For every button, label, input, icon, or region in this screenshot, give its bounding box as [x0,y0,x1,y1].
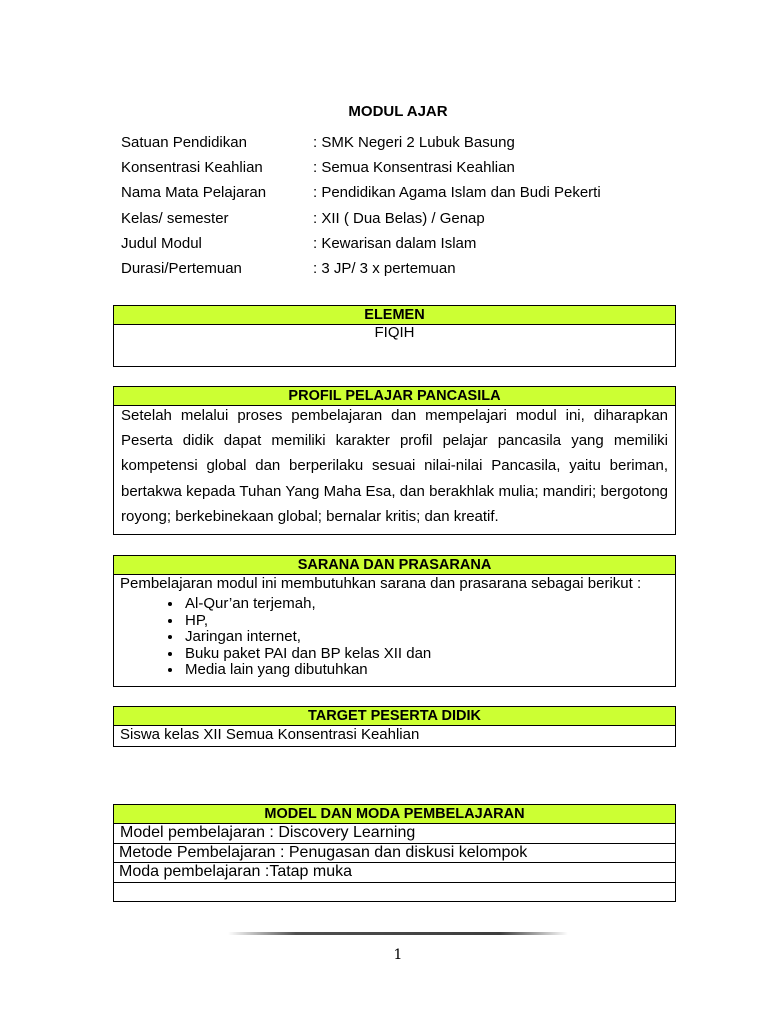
info-value: : Kewarisan dalam Islam [313,234,477,252]
info-label: Konsentrasi Keahlian [121,159,263,177]
elemen-value: FIQIH [374,324,415,341]
table-row: Model pembelajaran : Discovery Learning [114,824,675,844]
info-value: : 3 JP/ 3 x pertemuan [313,259,456,277]
info-value: : Semua Konsentrasi Keahlian [313,159,515,177]
list-item: • Jaringan internet, [183,629,675,646]
list-item: • Media lain yang dibutuhkan [183,662,675,679]
elemen-box [113,305,676,367]
table-row: Moda pembelajaran :Tatap muka [114,863,675,883]
info-value: : SMK Negeri 2 Lubuk Basung [313,134,515,151]
info-value: : Pendidikan Agama Islam dan Budi Pekerti [313,184,601,202]
table-row [114,883,675,903]
list-item: • Buku paket PAI dan BP kelas XII dan [183,646,675,663]
list-item: • HP, [183,613,675,630]
page-number: 1 [393,947,403,963]
table-row: Metode Pembelajaran : Penugasan dan diskusi kelompok [114,844,675,864]
info-label: Judul Modul [121,234,202,252]
info-value: : XII ( Dua Belas) / Genap [313,209,485,227]
document-title: MODUL AJAR [348,103,448,120]
list-item: • Al-Qur’an terjemah, [183,596,675,613]
info-label: Satuan Pendidikan [121,134,247,151]
elemen-heading: ELEMEN [114,306,675,325]
sarana-list [114,596,675,679]
profil-heading: PROFIL PELAJAR PANCASILA [114,387,675,406]
sarana-heading: SARANA DAN PRASARANA [114,556,675,575]
profil-box [113,386,676,535]
info-label: Kelas/ semester [121,209,229,227]
profil-text: Setelah melalui proses pembelajaran dan mempelajari modul ini, diharapkan Peserta didik dapat memiliki karakter profil pelajar pancasila yang memiliki kompetensi global dan berperilaku sesuai nilai-nilai Pancasila, yaitu beriman, bertakwa kepada Tuhan Yang Maha Esa, dan berakhlak mulia; mandiri; bergotong royong; berkebinekaan global; bernalar kritis; dan kreatif. [121,407,668,525]
model-heading: MODEL DAN MODA PEMBELAJARAN [114,805,675,824]
sarana-intro: Pembelajaran modul ini membutuhkan sarana dan prasarana sebagai berikut : [120,575,642,592]
target-box [113,706,676,747]
target-heading: TARGET PESERTA DIDIK [114,707,675,726]
info-label: Nama Mata Pelajaran [121,184,267,202]
footer-divider [228,932,568,935]
info-label: Durasi/Pertemuan [121,259,242,277]
sarana-box [113,555,676,687]
model-box [113,804,676,902]
target-text: Siswa kelas XII Semua Konsentrasi Keahlian [120,726,420,743]
